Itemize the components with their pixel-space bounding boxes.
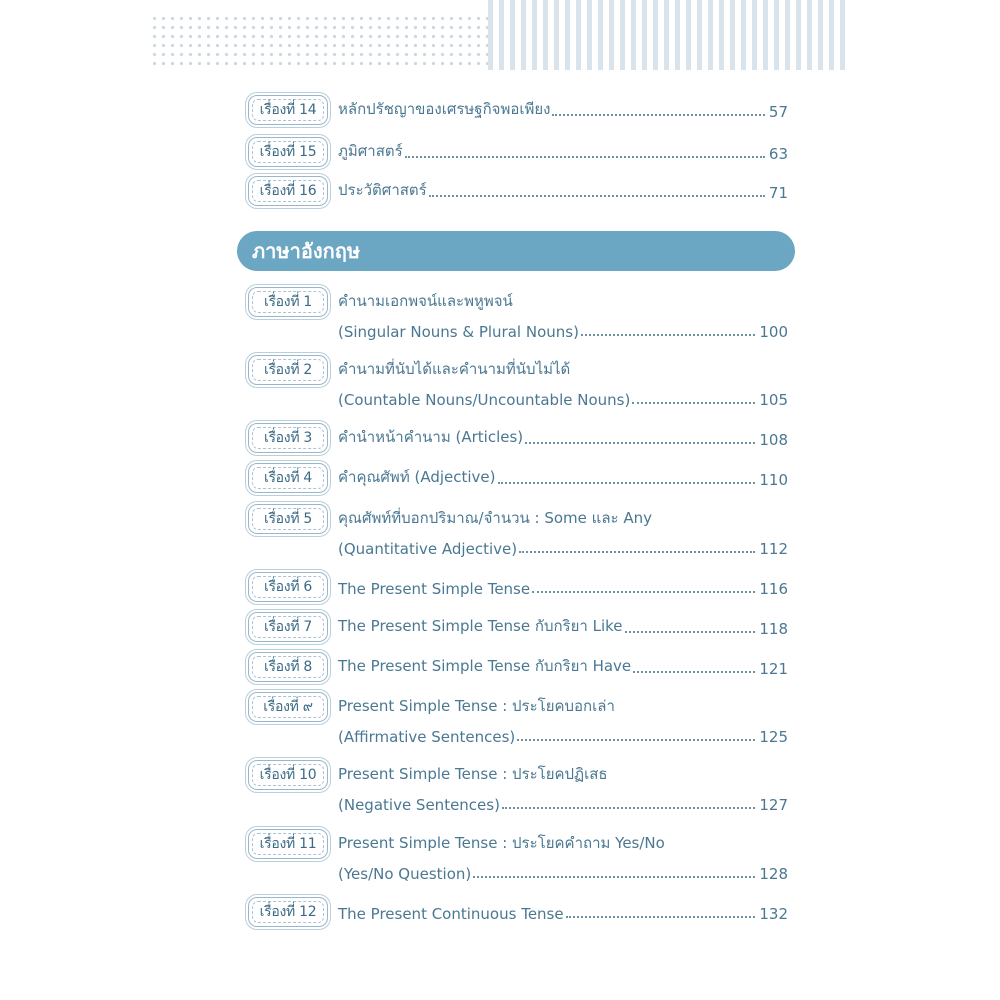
toc-entry[interactable]: [248, 504, 788, 560]
toc-entry[interactable]: [248, 463, 788, 493]
chapter-badge-label: เรื่องที่ 14: [252, 99, 324, 121]
entry-subtitle: (Yes/No Question): [338, 865, 472, 883]
toc-entry[interactable]: [248, 652, 788, 682]
chapter-badge-label: เรื่องที่ 15: [252, 141, 324, 163]
chapter-badge: [248, 423, 328, 453]
toc-line-1: [338, 506, 788, 530]
entry-title: ประวัติศาสตร์: [338, 181, 427, 199]
toc-line: [338, 425, 788, 449]
page-number: 100: [759, 323, 788, 341]
toc-line-1: [338, 357, 788, 381]
page-number: 128: [759, 865, 788, 883]
toc-line: [338, 574, 788, 598]
chapter-badge-label: เรื่องที่ 7: [252, 616, 324, 638]
dot-leader: [517, 739, 755, 741]
toc-entry[interactable]: [248, 692, 788, 748]
toc-line: [338, 139, 788, 163]
page-number: 118: [759, 620, 788, 638]
toc-entry[interactable]: [248, 423, 788, 453]
entry-title: The Present Simple Tense: [338, 580, 531, 598]
decorative-dot-pattern: [150, 14, 488, 70]
page-number: 125: [759, 728, 788, 746]
chapter-badge: [248, 176, 328, 206]
chapter-badge: [248, 612, 328, 642]
chapter-badge: [248, 287, 328, 317]
page-number: 57: [768, 103, 788, 121]
toc-entry[interactable]: [248, 612, 788, 642]
chapter-badge: [248, 572, 328, 602]
dot-leader: [502, 807, 755, 809]
toc-line-2: [338, 722, 788, 746]
chapter-badge-label: เรื่องที่ 1: [252, 291, 324, 313]
chapter-badge-label: เรื่องที่ 16: [252, 180, 324, 202]
toc-entry[interactable]: [248, 137, 788, 167]
entry-title: คำนามเอกพจน์และพหูพจน์: [338, 292, 513, 310]
chapter-badge: [248, 692, 328, 722]
page-number: 132: [759, 905, 788, 923]
chapter-badge: [248, 463, 328, 493]
toc-entry[interactable]: [248, 897, 788, 927]
dot-leader: [633, 671, 755, 673]
dot-leader: [532, 591, 755, 593]
chapter-badge: [248, 652, 328, 682]
page-number: 110: [759, 471, 788, 489]
chapter-badge: [248, 829, 328, 859]
section-header: [237, 231, 795, 271]
chapter-badge-label: เรื่องที่ 11: [252, 833, 324, 855]
entry-subtitle: (Singular Nouns & Plural Nouns): [338, 323, 579, 341]
toc-line-1: [338, 694, 788, 718]
entry-title: หลักปรัชญาของเศรษฐกิจพอเพียง: [338, 100, 551, 118]
dot-leader: [625, 631, 756, 633]
dot-leader: [405, 156, 765, 158]
dot-leader: [519, 551, 755, 553]
toc-entry[interactable]: [248, 95, 788, 125]
toc-line-1: [338, 831, 788, 855]
dot-leader: [566, 916, 756, 918]
toc-line: [338, 899, 788, 923]
entry-title: ภูมิศาสตร์: [338, 142, 403, 160]
chapter-badge-label: เรื่องที่ 6: [252, 576, 324, 598]
toc-line: [338, 97, 788, 121]
chapter-badge-label: เรื่องที่ 10: [252, 764, 324, 786]
chapter-badge-label: เรื่องที่ 8: [252, 656, 324, 678]
dot-leader: [429, 195, 765, 197]
entry-title: คำนามที่นับได้และคำนามที่นับไม่ได้: [338, 360, 571, 378]
toc-line-2: [338, 790, 788, 814]
toc-line-1: [338, 289, 788, 313]
toc-entry[interactable]: [248, 760, 788, 816]
page-number: 108: [759, 431, 788, 449]
toc-line: [338, 178, 788, 202]
chapter-badge: [248, 760, 328, 790]
dot-leader: [498, 482, 756, 484]
page-number: 105: [759, 391, 788, 409]
page-number: 112: [759, 540, 788, 558]
toc-line-2: [338, 317, 788, 341]
entry-title: Present Simple Tense : ประโยคปฏิเสธ: [338, 765, 608, 783]
entry-subtitle: (Quantitative Adjective): [338, 540, 518, 558]
chapter-badge-label: เรื่องที่ 3: [252, 427, 324, 449]
toc-line-1: [338, 762, 788, 786]
section-title: ภาษาอังกฤษ: [252, 239, 361, 263]
toc-entry[interactable]: [248, 572, 788, 602]
toc-line: [338, 465, 788, 489]
page-number: 121: [759, 660, 788, 678]
entry-title: The Present Simple Tense กับกริยา Like: [338, 617, 623, 635]
page-number: 71: [768, 184, 788, 202]
entry-title: คำนำหน้าคำนาม (Articles): [338, 428, 524, 446]
toc-entry[interactable]: [248, 829, 788, 885]
chapter-badge-label: เรื่องที่ ๙: [252, 696, 324, 718]
entry-subtitle: (Affirmative Sentences): [338, 728, 516, 746]
toc-line: [338, 654, 788, 678]
chapter-badge: [248, 95, 328, 125]
chapter-badge: [248, 137, 328, 167]
dot-leader: [581, 334, 755, 336]
chapter-badge: [248, 504, 328, 534]
entry-title: Present Simple Tense : ประโยคคำถาม Yes/No: [338, 834, 665, 852]
chapter-badge-label: เรื่องที่ 2: [252, 359, 324, 381]
toc-line-2: [338, 859, 788, 883]
chapter-badge: [248, 897, 328, 927]
page-number: 127: [759, 796, 788, 814]
entry-title: Present Simple Tense : ประโยคบอกเล่า: [338, 697, 615, 715]
entry-title: The Present Continuous Tense: [338, 905, 564, 923]
toc-entry[interactable]: [248, 287, 788, 343]
chapter-badge: [248, 355, 328, 385]
dot-leader: [552, 114, 764, 116]
entry-title: The Present Simple Tense กับกริยา Have: [338, 657, 632, 675]
toc-entry[interactable]: [248, 355, 788, 411]
entry-subtitle: (Negative Sentences): [338, 796, 500, 814]
toc-line: [338, 614, 788, 638]
chapter-badge-label: เรื่องที่ 12: [252, 901, 324, 923]
toc-line-2: [338, 534, 788, 558]
chapter-badge-label: เรื่องที่ 5: [252, 508, 324, 530]
dot-leader: [525, 442, 755, 444]
page-number: 63: [768, 145, 788, 163]
decorative-stripe-pattern: [488, 0, 848, 70]
page-number: 116: [759, 580, 788, 598]
toc-entry[interactable]: [248, 176, 788, 206]
dot-leader: [473, 876, 755, 878]
entry-title: คำคุณศัพท์ (Adjective): [338, 468, 496, 486]
chapter-badge-label: เรื่องที่ 4: [252, 467, 324, 489]
dot-leader: [632, 402, 755, 404]
toc-line-2: [338, 385, 788, 409]
entry-subtitle: (Countable Nouns/Uncountable Nouns): [338, 391, 631, 409]
entry-title: คุณศัพท์ที่บอกปริมาณ/จำนวน : Some และ Any: [338, 509, 652, 527]
